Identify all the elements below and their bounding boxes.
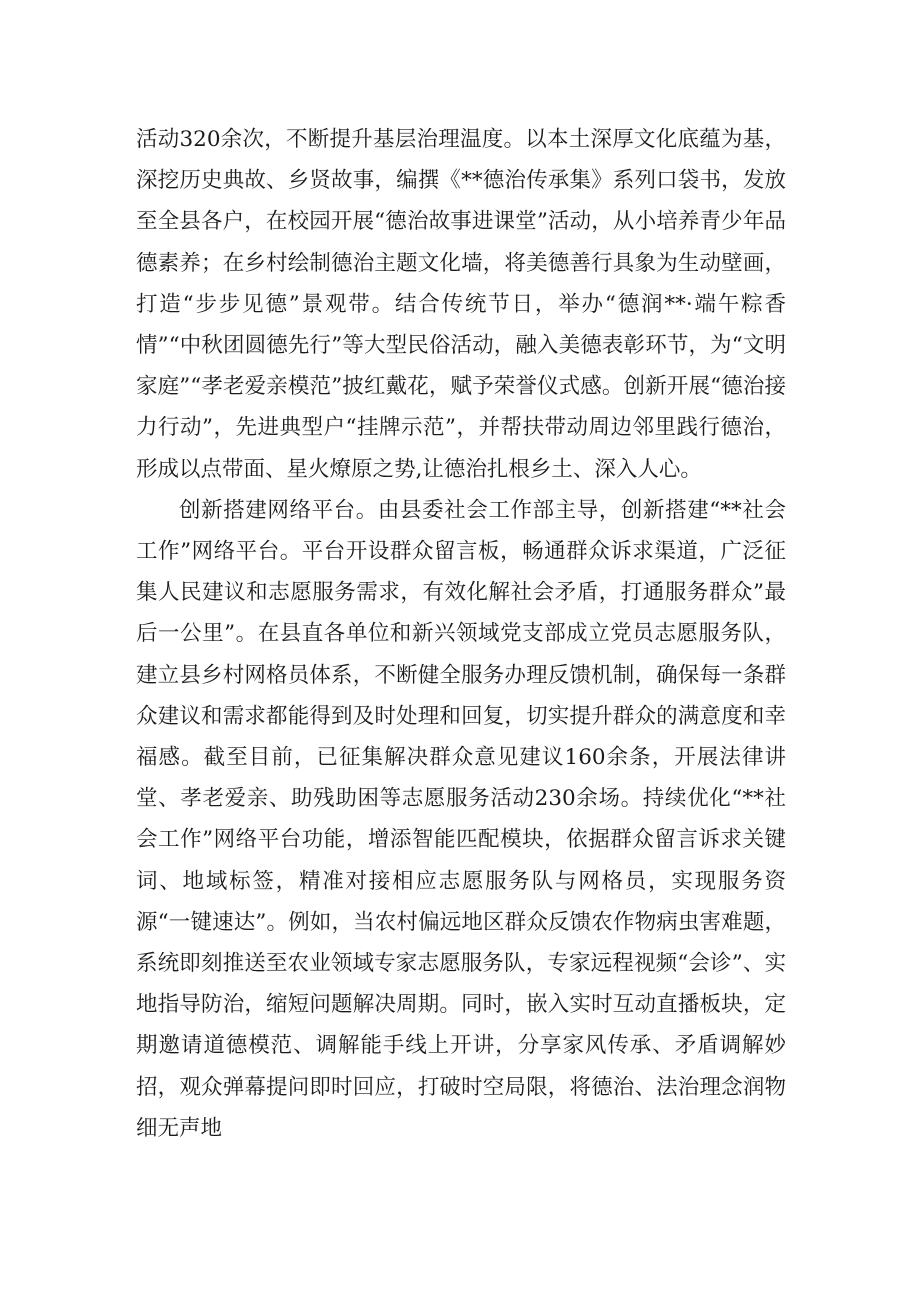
paragraph-continued: 活动320余次，不断提升基层治理温度。以本土深厚文化底蕴为基，深挖历史典故、乡贤故事，编撰《**德治传承集》系列口袋书，发放至全县各户，在校园开展“德治故事进课堂”活动，从小培养青少年品德素养；在乡村绘制德治主题文化墙，将美德善行具象为生动壁画，打造“步步见德”景观带。结合传统节日，举办“德润**·端午粽香情”“中秋团圆德先行”等大型民俗活动，融入美德表彰环节，为“文明家庭”“孝老爱亲模范”披红戴花，赋予荣誉仪式感。创新开展“德治接力行动”，先进典型户“挂牌示范”，并帮扶带动周边邻里践行德治，形成以点带面、星火燎原之势,让德治扎根乡土、深入人心。 — [136, 127, 786, 482]
document-body — [136, 119, 786, 1149]
paragraph-network-platform: 创新搭建网络平台。由县委社会工作部主导，创新搭建“**社会工作”网络平台。平台开设群众留言板，畅通群众诉求渠道，广泛征集人民建议和志愿服务需求，有效化解社会矛盾，打通服务群众”最后一公里”。在县直各单位和新兴领域党支部成立党员志愿服务队，建立县乡村网格员体系，不断健全服务办理反馈机制，确保每一条群众建议和需求都能得到及时处理和回复，切实提升群众的满意度和幸福感。截至目前，已征集解决群众意见建议160余条，开展法律讲堂、孝老爱亲、助残助困等志愿服务活动230余场。持续优化“**社会工作”网络平台功能，增添智能匹配模块，依据群众留言诉求关键词、地域标签，精准对接相应志愿服务队与网格员，实现服务资源“一键速达”。例如，当农村偏远地区群众反馈农作物病虫害难题，系统即刻推送至农业领域专家志愿服务队，专家远程视频“会诊”、实地指导防治，缩短问题解决周期。同时，嵌入实时互动直播板块，定期邀请道德模范、调解能手线上开讲，分享家风传承、矛盾调解妙招，观众弹幕提问即时回应，打破时空局限，将德治、法治理念润物细无声地 — [136, 497, 786, 1141]
